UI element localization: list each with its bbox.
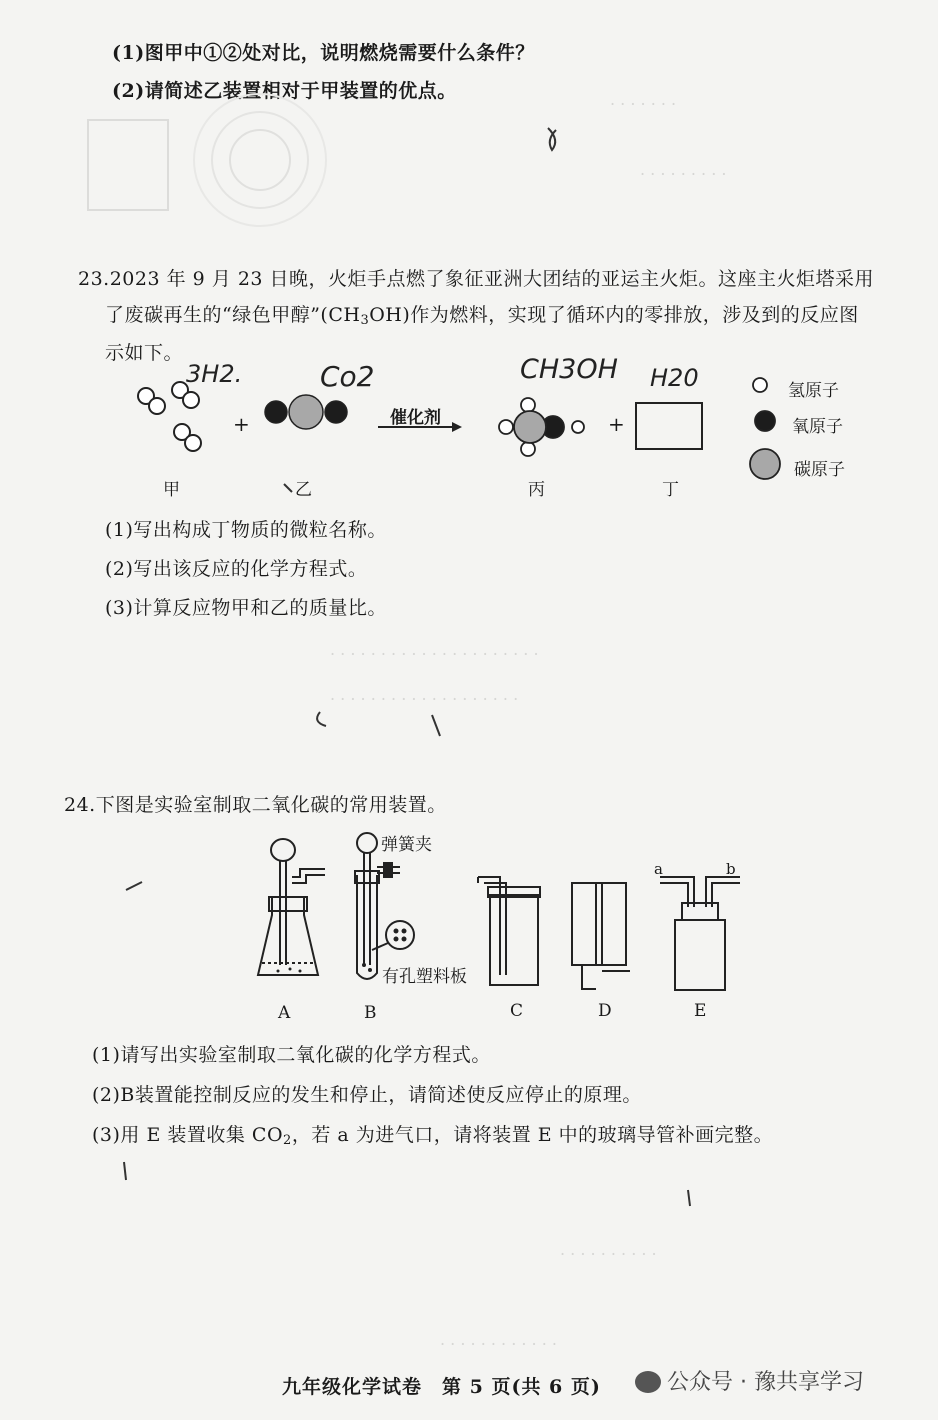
ch3oh-molecule <box>499 398 584 456</box>
apparatus-b-label: B <box>364 1003 377 1023</box>
port-a-label: a <box>654 860 663 878</box>
plus-sign: + <box>233 412 250 436</box>
label-spring-clip: 弹簧夹 <box>381 835 432 855</box>
q23-stem-line2: 了废碳再生的“绿色甲醇$”(CH_3OH)$作为燃料，实现了循环内的零排放，涉及到的反应图 <box>105 304 859 328</box>
wechat-icon <box>635 1371 661 1393</box>
legend-markers <box>750 378 780 479</box>
handwriting-ch3oh: CH3OH <box>520 354 618 385</box>
legend-oxygen: 氧原子 <box>792 417 843 437</box>
q23-stem-line3: 示如下。 <box>105 342 184 364</box>
handwriting-co2: Co2 <box>320 360 375 393</box>
watermark: 公众号 · 豫共享学习 <box>635 1365 864 1396</box>
q24-question-3: (3)用 E 装置收集 $CO_2$，若 a 为进气口，请将装置 E 中的玻璃导管补画完整。 <box>92 1124 774 1148</box>
reaction-diagram <box>0 365 880 495</box>
label-jia: 甲 <box>163 480 180 500</box>
plus-sign: + <box>608 412 625 436</box>
co2-molecule <box>265 395 347 429</box>
product-box <box>636 403 702 449</box>
label-yi: 乙 <box>295 480 312 500</box>
catalyst-label: 催化剂 <box>390 408 441 428</box>
label-ding: 丁 <box>662 480 679 500</box>
q23-question-2: (2)写出该反应的化学方程式。 <box>105 558 368 580</box>
legend-carbon: 碳原子 <box>794 460 845 480</box>
legend-hydrogen: 氢原子 <box>788 381 839 401</box>
q23-question-1: (1)写出构成丁物质的微粒名称。 <box>105 519 387 541</box>
apparatus-c-label: C <box>510 1001 524 1021</box>
apparatus-d-label: D <box>598 1001 612 1021</box>
label-bing: 丙 <box>528 480 545 500</box>
q23-stem-line1: 23.2023 年 9 月 23 日晚，火炬手点燃了象征亚洲大团结的亚运主火炬。这座主火炬塔采用 <box>78 268 875 290</box>
apparatus-e-label: E <box>694 1001 707 1021</box>
label-perforated-plate: 有孔塑料板 <box>382 967 467 987</box>
apparatus-a-label: A <box>278 1003 291 1023</box>
handwriting-h2o: H20 <box>650 364 699 392</box>
bleed-through-drawing <box>80 100 280 230</box>
page-footer: 九年级化学试卷 第 5 页(共 6 页) <box>282 1376 601 1398</box>
prev-question-1: (1)图甲中①②处对比，说明燃烧需要什么条件？ <box>112 42 535 64</box>
prev-question-2: (2)请简述乙装置相对于甲装置的优点。 <box>112 80 457 102</box>
q24-stem: 24.下图是实验室制取二氧化碳的常用装置。 <box>64 794 447 816</box>
q24-question-1: (1)请写出实验室制取二氧化碳的化学方程式。 <box>92 1044 491 1066</box>
port-b-label: b <box>726 860 736 878</box>
h2-molecules <box>138 382 201 451</box>
handwriting-h2: 3H2. <box>186 360 243 388</box>
q24-question-2: (2)B装置能控制反应的发生和停止，请简述使反应停止的原理。 <box>92 1084 642 1106</box>
apparatus-diagram <box>0 825 900 1025</box>
q23-question-3: (3)计算反应物甲和乙的质量比。 <box>105 597 387 619</box>
